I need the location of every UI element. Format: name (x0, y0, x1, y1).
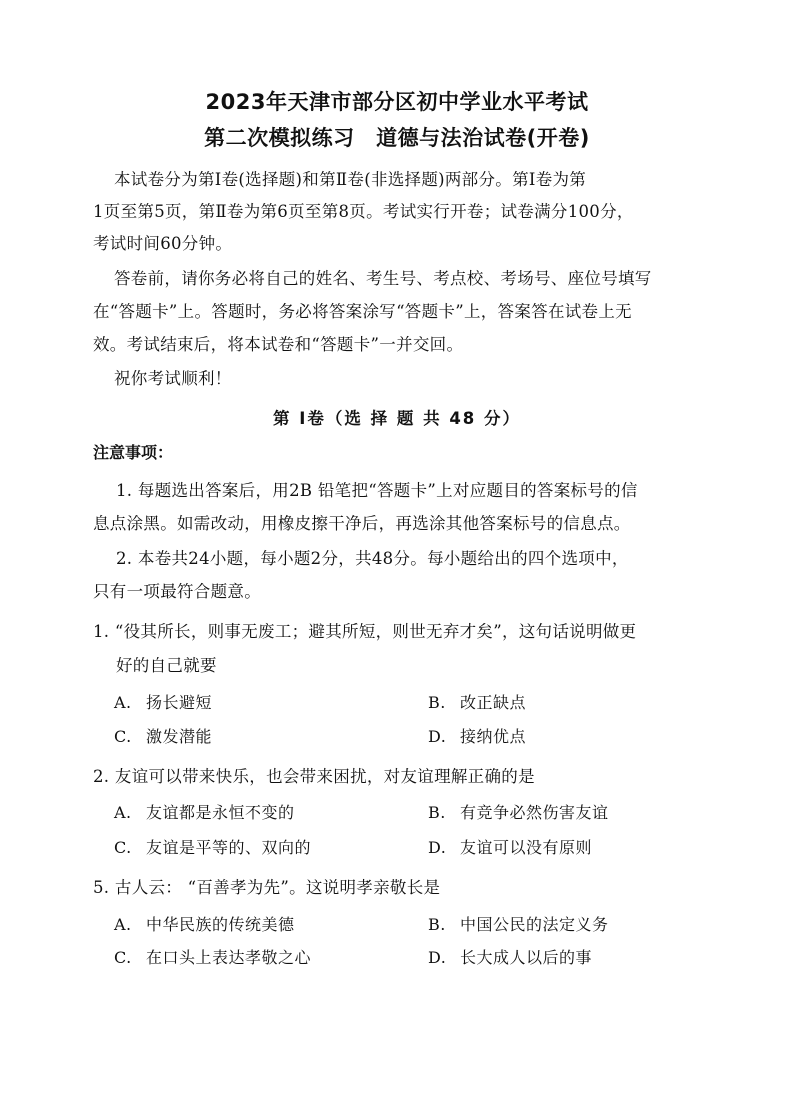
question-5-stem: 5. 古人云： “百善孝为先”。这说明孝亲敬长是 (93, 878, 441, 897)
question-5-option-c: C. 在口头上表达孝敬之心 (114, 948, 312, 967)
exam-title-line2: 第二次模拟练习 道德与法治试卷(开卷) (204, 126, 590, 150)
exam-title-line1: 2023年天津市部分区初中学业水平考试 (205, 90, 589, 114)
intro-p1-line2: 1页至第5页，第Ⅱ卷为第6页至第8页。考试实行开卷；试卷满分100分， (93, 202, 634, 221)
intro-p1-line3: 考试时间60分钟。 (93, 234, 233, 253)
question-1-stem-line1: 1. “役其所长，则事无废工；避其所短，则世无弃才矣”，这句话说明做更 (93, 622, 637, 641)
notice-1-line1: 1. 每题选出答案后，用2B 铅笔把“答题卡”上对应题目的答案标号的信 (116, 481, 638, 500)
question-5-option-b: B. 中国公民的法定义务 (428, 915, 609, 934)
question-5-option-a: A. 中华民族的传统美德 (114, 915, 295, 934)
notice-title: 注意事项： (93, 443, 174, 462)
question-2-option-a: A. 友谊都是永恒不变的 (114, 803, 295, 822)
section1-heading: 第 Ⅰ卷（选 择 题 共 48 分） (272, 409, 522, 428)
question-1-option-d: D. 接纳优点 (428, 727, 527, 746)
question-2-option-d: D. 友谊可以没有原则 (428, 838, 593, 857)
question-1-option-b: B. 改正缺点 (428, 693, 527, 712)
question-2-stem: 2. 友谊可以带来快乐，也会带来困扰，对友谊理解正确的是 (93, 767, 535, 786)
notice-2-line2: 只有一项最符合题意。 (93, 582, 261, 601)
question-1-stem-line2: 好的自己就要 (116, 656, 217, 675)
question-2-option-b: B. 有竞争必然伤害友谊 (428, 803, 609, 822)
intro-p2-line1: 答卷前，请你务必将自己的姓名、考生号、考点校、考场号、座位号填写 (114, 269, 652, 288)
intro-p3: 祝你考试顺利！ (114, 369, 232, 388)
notice-1-line2: 息点涂黑。如需改动，用橡皮擦干净后，再选涂其他答案标号的信息点。 (93, 514, 631, 533)
question-1-option-a: A. 扬长避短 (114, 693, 213, 712)
notice-2-line1: 2. 本卷共24小题，每小题2分，共48分。每小题给出的四个选项中， (116, 549, 629, 568)
intro-p1-line1: 本试卷分为第Ⅰ卷(选择题)和第Ⅱ卷(非选择题)两部分。第Ⅰ卷为第 (114, 170, 587, 189)
intro-p2-line3: 效。考试结束后，将本试卷和“答题卡”一并交回。 (93, 335, 464, 354)
question-1-option-c: C. 激发潜能 (114, 727, 213, 746)
question-2-option-c: C. 友谊是平等的、双向的 (114, 838, 312, 857)
intro-p2-line2: 在“答题卡”上。答题时，务必将答案涂写“答题卡”上，答案答在试卷上无 (93, 302, 632, 321)
question-5-option-d: D. 长大成人以后的事 (428, 948, 593, 967)
